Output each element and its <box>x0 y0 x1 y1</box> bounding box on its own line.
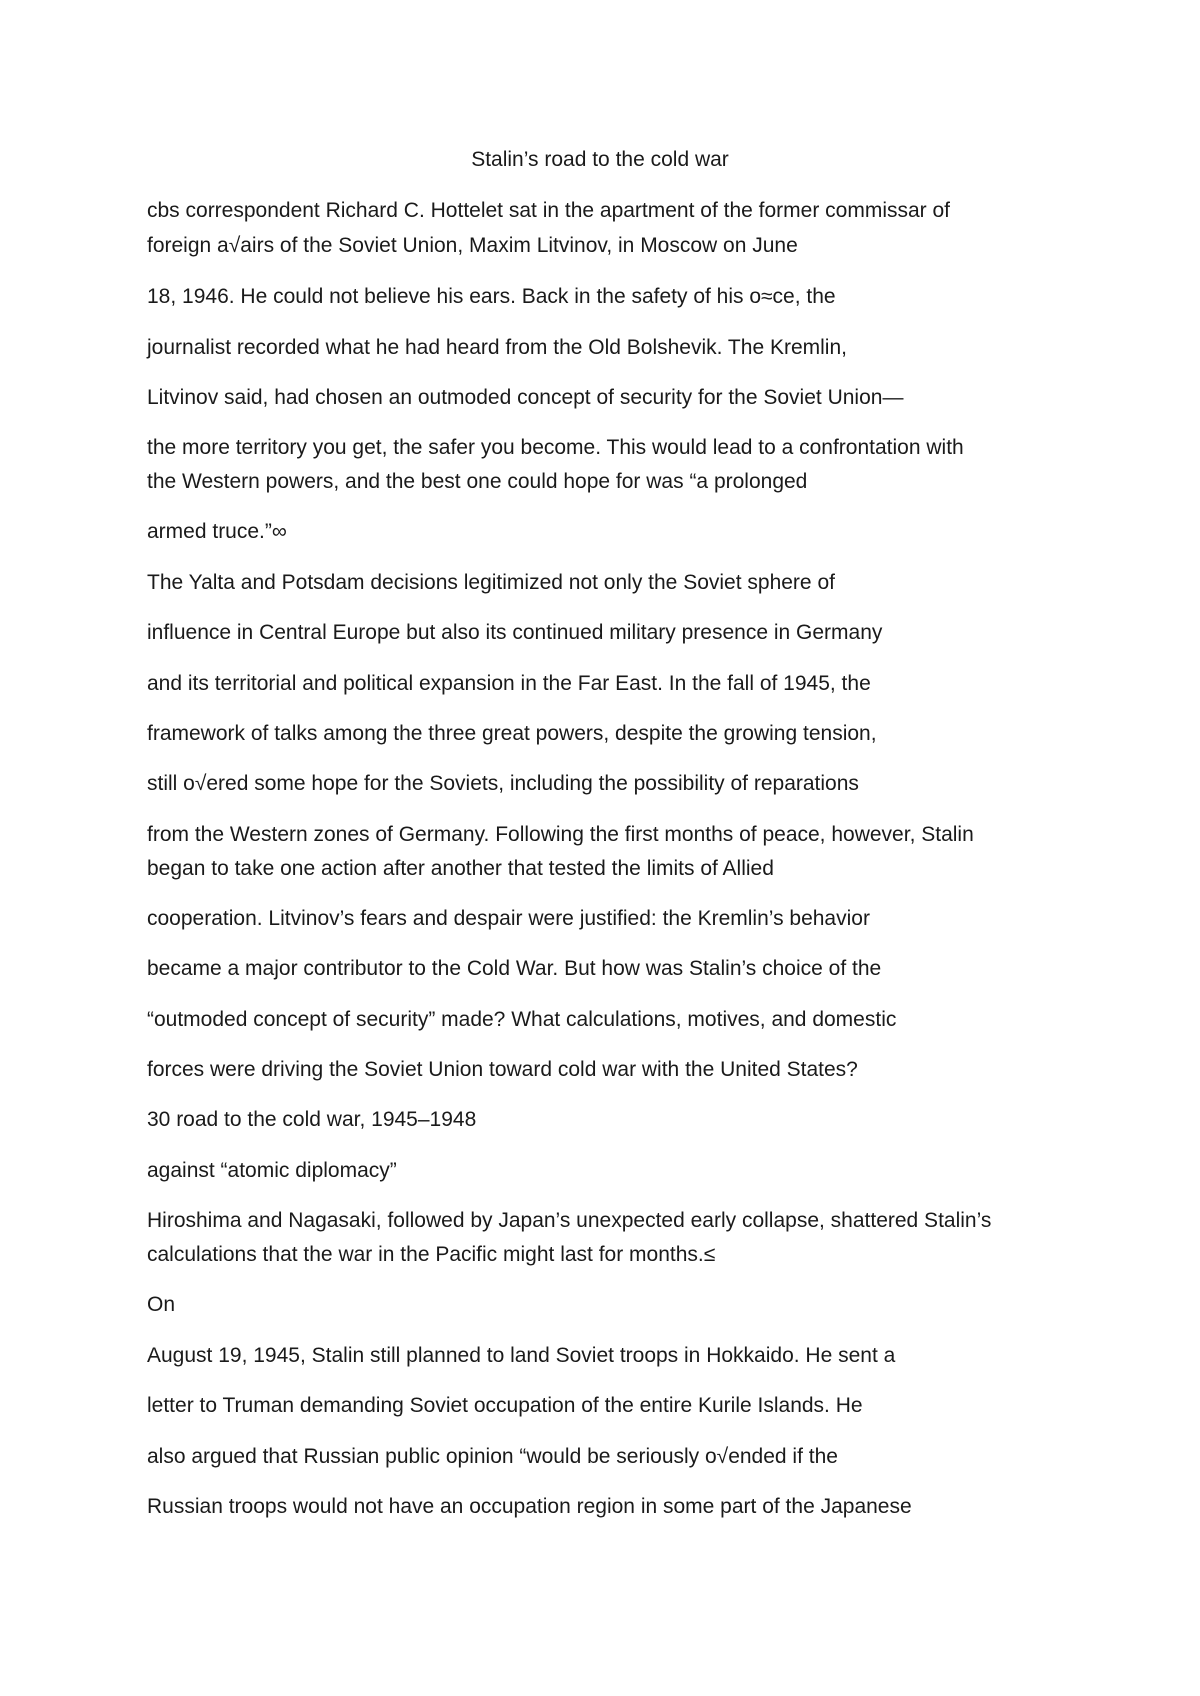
text-line: “outmoded concept of security” made? What calculations, motives, and domestic <box>147 1008 897 1031</box>
text-line: journalist recorded what he had heard from the Old Bolshevik. The Kremlin, <box>147 336 847 359</box>
text-line: from the Western zones of Germany. Following the first months of peace, however, Stalin <box>147 823 974 846</box>
text-line: framework of talks among the three great powers, despite the growing tension, <box>147 722 877 745</box>
document-title: Stalin’s road to the cold war <box>471 148 729 171</box>
text-line: 18, 1946. He could not believe his ears. Back in the safety of his o≈ce, the <box>147 285 836 308</box>
text-line: the more territory you get, the safer you become. This would lead to a confrontation with <box>147 436 964 459</box>
text-line: On <box>147 1293 176 1316</box>
text-line: began to take one action after another that tested the limits of Allied <box>147 857 774 880</box>
text-line: calculations that the war in the Pacific might last for months.≤ <box>147 1243 716 1266</box>
text-line: foreign a√airs of the Soviet Union, Maxim Litvinov, in Moscow on June <box>147 234 798 257</box>
text-line: Hiroshima and Nagasaki, followed by Japan’s unexpected early collapse, shattered Stalin’s <box>147 1209 992 1232</box>
text-line: forces were driving the Soviet Union toward cold war with the United States? <box>147 1058 858 1081</box>
text-line: against “atomic diplomacy” <box>147 1159 397 1182</box>
text-line: cbs correspondent Richard C. Hottelet sat in the apartment of the former commissar of <box>147 199 951 222</box>
text-line: armed truce.”∞ <box>147 520 287 543</box>
text-line: and its territorial and political expansion in the Far East. In the fall of 1945, the <box>147 672 871 695</box>
text-line: Russian troops would not have an occupation region in some part of the Japanese <box>147 1495 912 1518</box>
text-line: still o√ered some hope for the Soviets, including the possibility of reparations <box>147 772 859 795</box>
text-line: Litvinov said, had chosen an outmoded concept of security for the Soviet Union— <box>147 386 904 409</box>
text-line: The Yalta and Potsdam decisions legitimized not only the Soviet sphere of <box>147 571 835 594</box>
text-line: the Western powers, and the best one could hope for was “a prolonged <box>147 470 808 493</box>
text-line: August 19, 1945, Stalin still planned to land Soviet troops in Hokkaido. He sent a <box>147 1344 896 1367</box>
text-line: 30 road to the cold war, 1945–1948 <box>147 1108 477 1131</box>
text-line: influence in Central Europe but also its continued military presence in Germany <box>147 621 883 644</box>
text-line: also argued that Russian public opinion “would be seriously o√ended if the <box>147 1445 838 1468</box>
text-line: cooperation. Litvinov’s fears and despair were justified: the Kremlin’s behavior <box>147 907 870 930</box>
text-line: became a major contributor to the Cold War. But how was Stalin’s choice of the <box>147 957 882 980</box>
text-line: letter to Truman demanding Soviet occupation of the entire Kurile Islands. He <box>147 1394 863 1417</box>
